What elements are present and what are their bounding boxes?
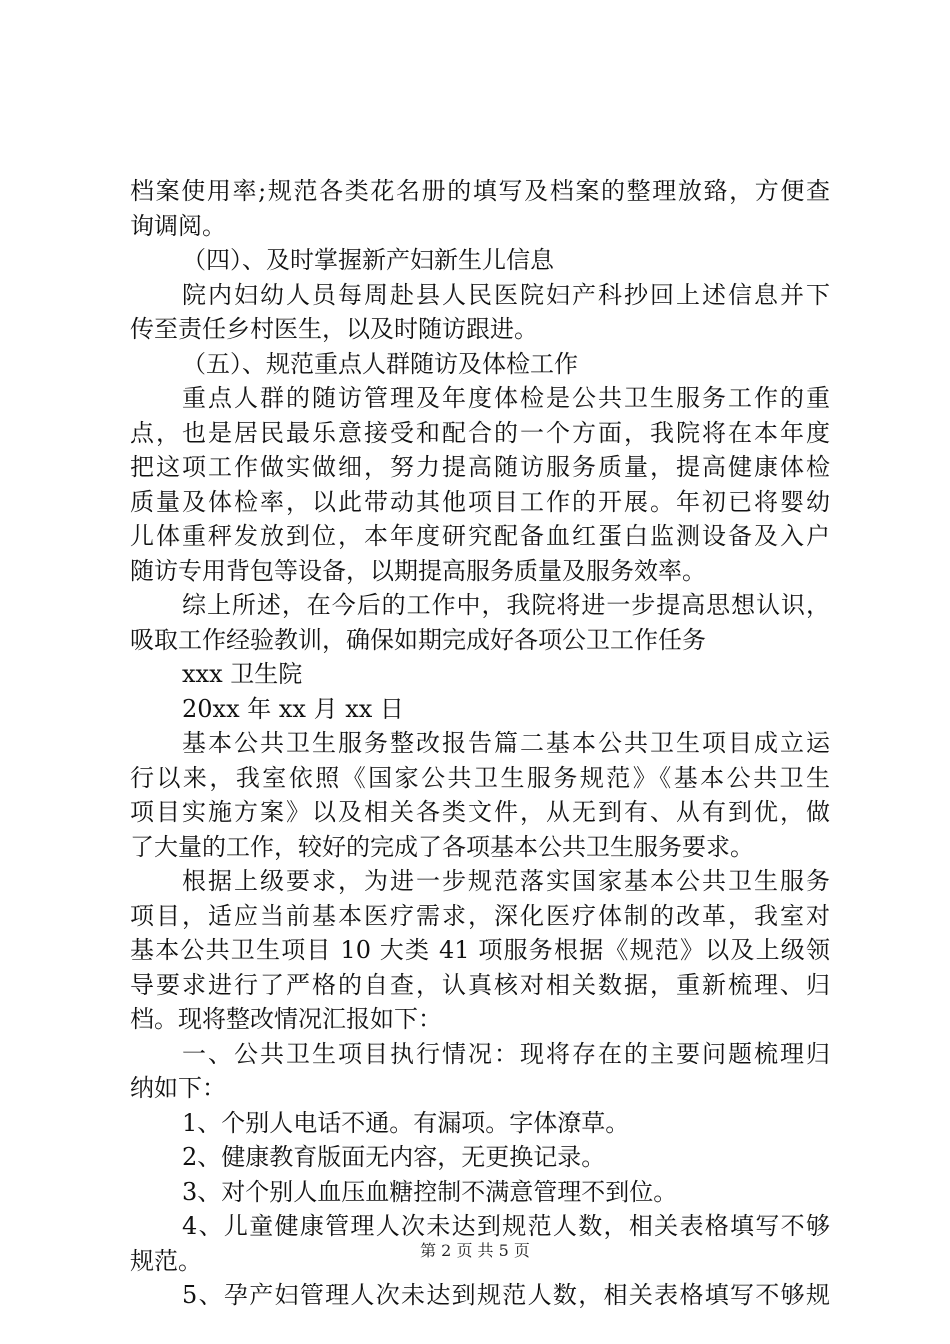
paragraph-line: 点，也是居民最乐意接受和配合的一个方面，我院将在本年度 <box>130 418 830 447</box>
list-item: 4、儿童健康管理人次未达到规范人数，相关表格填写不够 <box>182 1212 830 1240</box>
paragraph-line: 综上所述，在今后的工作中，我院将进一步提高思想认识， <box>182 591 830 619</box>
paragraph-line: 基本公共卫生服务整改报告篇二基本公共卫生项目成立运 <box>182 729 830 757</box>
list-item: 2、健康教育版面无内容，无更换记录。 <box>182 1143 606 1171</box>
paragraph-line: 项目实施方案》以及相关各类文件，从无到有、从有到优，做 <box>130 798 830 826</box>
paragraph-line: 档案使用率;规范各类花名册的填写及档案的整理放臵，方便查 <box>130 177 830 205</box>
section-heading: （四）、及时掌握新产妇新生儿信息 <box>182 246 554 274</box>
paragraph-line: 项目，适应当前基本医疗需求，深化医疗体制的改革，我室对 <box>130 901 830 930</box>
paragraph-line: 纳如下： <box>130 1074 226 1102</box>
paragraph-line: 传至责任乡村医生，以及时随访跟进。 <box>130 315 538 343</box>
list-item: 5、孕产妇管理人次未达到规范人数，相关表格填写不够规 <box>182 1281 830 1309</box>
paragraph-line: 档。现将整改情况汇报如下： <box>130 1005 442 1033</box>
paragraph-line: 儿体重秤发放到位，本年度研究配备血红蛋白监测设备及入户 <box>130 522 830 550</box>
signature-date: 20xx 年 xx 月 xx 日 <box>182 694 404 723</box>
paragraph-line: 导要求进行了严格的自查，认真核对相关数据，重新梳理、归 <box>130 970 830 999</box>
paragraph-line: 了大量的工作，较好的完成了各项基本公共卫生服务要求。 <box>130 832 754 861</box>
paragraph-line: 随访专用背包等设备，以期提高服务质量及服务效率。 <box>130 556 706 585</box>
paragraph-line: 行以来，我室依照《国家公共卫生服务规范》《基本公共卫生 <box>130 763 830 792</box>
paragraph-line: 质量及体检率，以此带动其他项目工作的开展。年初已将婴幼 <box>130 487 830 516</box>
signature-organization: xxx 卫生院 <box>182 660 303 688</box>
paragraph-line: 重点人群的随访管理及年度体检是公共卫生服务工作的重 <box>182 384 830 412</box>
document-body <box>130 174 830 1313</box>
list-item-continuation: 规范。 <box>130 1246 202 1275</box>
paragraph-line: 询调阅。 <box>130 211 226 240</box>
paragraph-line: 吸取工作经验教训，确保如期完成好各项公卫工作任务 <box>130 625 706 654</box>
page-number-footer: 第 2 页 共 5 页 <box>420 1241 530 1260</box>
paragraph-line: 根据上级要求，为进一步规范落实国家基本公共卫生服务 <box>182 867 830 895</box>
paragraph-line: 把这项工作做实做细，努力提高随访服务质量，提高健康体检 <box>130 453 830 481</box>
section-heading: （五）、规范重点人群随访及体检工作 <box>182 349 578 378</box>
paragraph-line: 基本公共卫生项目 10 大类 41 项服务根据《规范》以及上级领 <box>130 936 830 964</box>
paragraph-line: 院内妇幼人员每周赴县人民医院妇产科抄回上述信息并下 <box>182 280 830 309</box>
list-item: 3、对个别人血压血糖控制不满意管理不到位。 <box>182 1177 678 1206</box>
section-heading: 一、公共卫生项目执行情况：现将存在的主要问题梳理归 <box>182 1039 830 1068</box>
list-item: 1、个别人电话不通。有漏项。字体潦草。 <box>182 1108 630 1137</box>
